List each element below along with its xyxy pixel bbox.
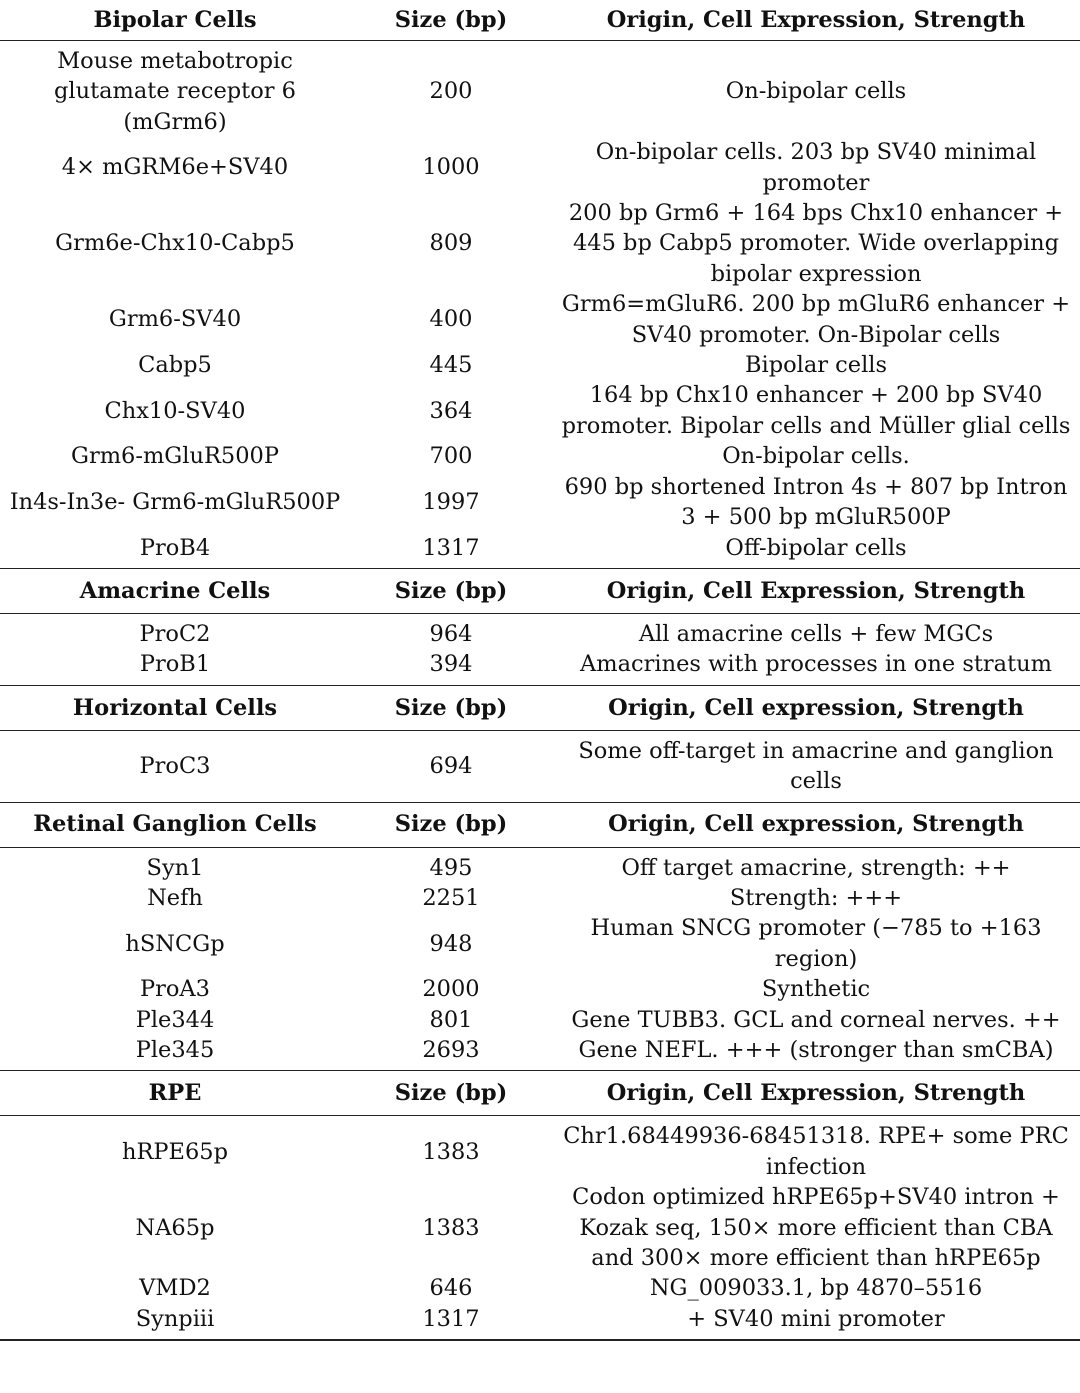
cell-origin: Grm6=mGluR6. 200 bp mGluR6 enhancer + SV40 promoter. On-Bipolar cells bbox=[561, 291, 1071, 348]
table-row bbox=[0, 649, 1080, 685]
cell-size: 1317 bbox=[350, 1304, 552, 1340]
cell-promoter: Ple344 bbox=[135, 1006, 215, 1033]
cell-origin: Off target amacrine, strength: ++ bbox=[621, 854, 1011, 881]
cell-size: 964 bbox=[429, 620, 473, 647]
cell-promoter: ProB4 bbox=[139, 534, 211, 561]
header-cell-promoter: RPE bbox=[0, 1071, 350, 1116]
table-row bbox=[0, 730, 1080, 802]
cell-size: 646 bbox=[429, 1275, 473, 1302]
section-header-amacrine bbox=[0, 568, 1080, 613]
cell-promoter: Chx10-SV40 bbox=[104, 397, 246, 424]
section-header-ganglion bbox=[0, 802, 1080, 847]
header-cell-origin: Origin, Cell Expression, Strength bbox=[552, 568, 1080, 613]
cell-origin: Gene NEFL. +++ (stronger than smCBA) bbox=[578, 1036, 1054, 1063]
cell-origin: On-bipolar cells bbox=[725, 78, 907, 105]
cell-promoter: Grm6-SV40 bbox=[108, 306, 242, 333]
cell-origin: 164 bp Chx10 enhancer + 200 bp SV40 promoter. Bipolar cells and Müller glial cells bbox=[561, 382, 1071, 439]
table-row bbox=[0, 41, 1080, 138]
header-cell-origin: Origin, Cell Expression, Strength bbox=[552, 1071, 1080, 1116]
cell-promoter: Syn1 bbox=[146, 854, 204, 881]
cell-promoter: NA65p bbox=[135, 1214, 215, 1241]
cell-promoter: ProC2 bbox=[139, 620, 211, 647]
table-row bbox=[0, 883, 1080, 913]
header-cell-origin: Origin, Cell expression, Strength bbox=[552, 685, 1080, 730]
cell-origin: + SV40 mini promoter bbox=[552, 1304, 1080, 1340]
cell-size: 948 bbox=[429, 930, 473, 957]
header-cell-size: Size (bp) bbox=[350, 0, 552, 41]
section-header-bipolar bbox=[0, 0, 1080, 41]
cell-promoter: In4s-In3e- Grm6-mGluR500P bbox=[9, 488, 341, 515]
cell-promoter: Cabp5 bbox=[138, 352, 212, 379]
cell-promoter: Nefh bbox=[147, 884, 203, 911]
cell-size: 400 bbox=[429, 306, 473, 333]
cell-size: 495 bbox=[429, 854, 473, 881]
header-cell-size: Size (bp) bbox=[350, 1071, 552, 1116]
header-cell-promoter: Horizontal Cells bbox=[0, 685, 350, 730]
header-cell-size: Size (bp) bbox=[350, 685, 552, 730]
table-row bbox=[0, 441, 1080, 471]
cell-size: 394 bbox=[429, 651, 473, 678]
table-row bbox=[0, 847, 1080, 883]
table-row bbox=[0, 380, 1080, 441]
cell-promoter: Grm6e-Chx10-Cabp5 bbox=[55, 230, 295, 257]
cell-size: 700 bbox=[429, 443, 473, 470]
cell-origin: On-bipolar cells. 203 bp SV40 minimal promoter bbox=[595, 139, 1037, 196]
cell-origin: Off-bipolar cells bbox=[725, 534, 907, 561]
cell-origin: On-bipolar cells. bbox=[722, 443, 910, 470]
header-cell-promoter: Amacrine Cells bbox=[0, 568, 350, 613]
cell-origin: All amacrine cells + few MGCs bbox=[638, 620, 994, 647]
table-row bbox=[0, 1116, 1080, 1182]
cell-size: 1317 bbox=[422, 534, 480, 561]
cell-origin: Synthetic bbox=[761, 976, 871, 1003]
table-row bbox=[0, 137, 1080, 198]
table-row bbox=[0, 1273, 1080, 1303]
cell-origin: Chr1.68449936-68451318. RPE+ some PRC infection bbox=[563, 1123, 1069, 1180]
cell-size: 694 bbox=[429, 752, 473, 779]
cell-promoter: Grm6-mGluR500P bbox=[70, 443, 279, 470]
cell-promoter: VMD2 bbox=[139, 1275, 211, 1302]
header-cell-size: Size (bp) bbox=[350, 568, 552, 613]
cell-origin: Gene TUBB3. GCL and corneal nerves. ++ bbox=[571, 1006, 1061, 1033]
header-cell-size: Size (bp) bbox=[350, 802, 552, 847]
cell-size: 2251 bbox=[422, 884, 480, 911]
table-row bbox=[0, 1035, 1080, 1071]
section-header-horizontal bbox=[0, 685, 1080, 730]
cell-size: 2000 bbox=[422, 976, 480, 1003]
cell-promoter: ProA3 bbox=[139, 976, 210, 1003]
cell-size: 364 bbox=[429, 397, 473, 424]
cell-size: 1383 bbox=[422, 1214, 480, 1241]
cell-promoter: Synpiii bbox=[0, 1304, 350, 1340]
header-cell-promoter: Retinal Ganglion Cells bbox=[0, 802, 350, 847]
cell-promoter: Mouse metabotropic glutamate receptor 6 (mGrm6) bbox=[53, 48, 296, 135]
section-header-rpe bbox=[0, 1071, 1080, 1116]
cell-promoter: Ple345 bbox=[135, 1036, 215, 1063]
table-row bbox=[0, 533, 1080, 569]
cell-promoter: hSNCGp bbox=[125, 930, 225, 957]
cell-origin: Bipolar cells bbox=[744, 352, 888, 379]
cell-promoter: ProC3 bbox=[139, 752, 211, 779]
table-row bbox=[0, 472, 1080, 533]
cell-size: 445 bbox=[429, 352, 473, 379]
header-cell-origin: Origin, Cell Expression, Strength bbox=[552, 0, 1080, 41]
cell-size: 2693 bbox=[422, 1036, 480, 1063]
cell-promoter: hRPE65p bbox=[121, 1138, 229, 1165]
table-row bbox=[0, 913, 1080, 974]
table-row bbox=[0, 1005, 1080, 1035]
cell-origin: Some off-target in amacrine and ganglion cells bbox=[578, 737, 1054, 795]
cell-origin: Codon optimized hRPE65p+SV40 intron + Kozak seq, 150× more efficient than CBA and 300× more efficient than hRPE65p bbox=[572, 1184, 1060, 1271]
cell-origin: 690 bp shortened Intron 4s + 807 bp Intron 3 + 500 bp mGluR500P bbox=[564, 473, 1068, 531]
cell-size: 1000 bbox=[422, 154, 480, 181]
table-row bbox=[0, 289, 1080, 350]
cell-promoter: 4× mGRM6e+SV40 bbox=[61, 154, 289, 181]
cell-origin: Human SNCG promoter (−785 to +163 region) bbox=[590, 915, 1042, 972]
cell-origin: NG_009033.1, bp 4870–5516 bbox=[649, 1275, 983, 1302]
cell-size: 801 bbox=[429, 1006, 473, 1033]
cell-size: 1383 bbox=[422, 1138, 480, 1165]
cell-size: 200 bbox=[429, 78, 473, 105]
cell-size: 809 bbox=[429, 230, 473, 257]
table-row bbox=[0, 198, 1080, 289]
cell-origin: Amacrines with processes in one stratum bbox=[580, 651, 1052, 678]
header-cell-origin: Origin, Cell expression, Strength bbox=[552, 802, 1080, 847]
cell-origin: 200 bp Grm6 + 164 bps Chx10 enhancer + 445 bp Cabp5 promoter. Wide overlapping bipolar expression bbox=[568, 200, 1064, 287]
header-cell-promoter: Bipolar Cells bbox=[0, 0, 350, 41]
table-row bbox=[0, 613, 1080, 649]
cell-size: 1997 bbox=[422, 488, 480, 515]
table-row bbox=[0, 1304, 1080, 1340]
cell-origin: Strength: +++ bbox=[729, 884, 903, 911]
cell-promoter: ProB1 bbox=[139, 651, 211, 678]
table-row bbox=[0, 350, 1080, 380]
table-row bbox=[0, 1182, 1080, 1273]
table-row bbox=[0, 974, 1080, 1004]
